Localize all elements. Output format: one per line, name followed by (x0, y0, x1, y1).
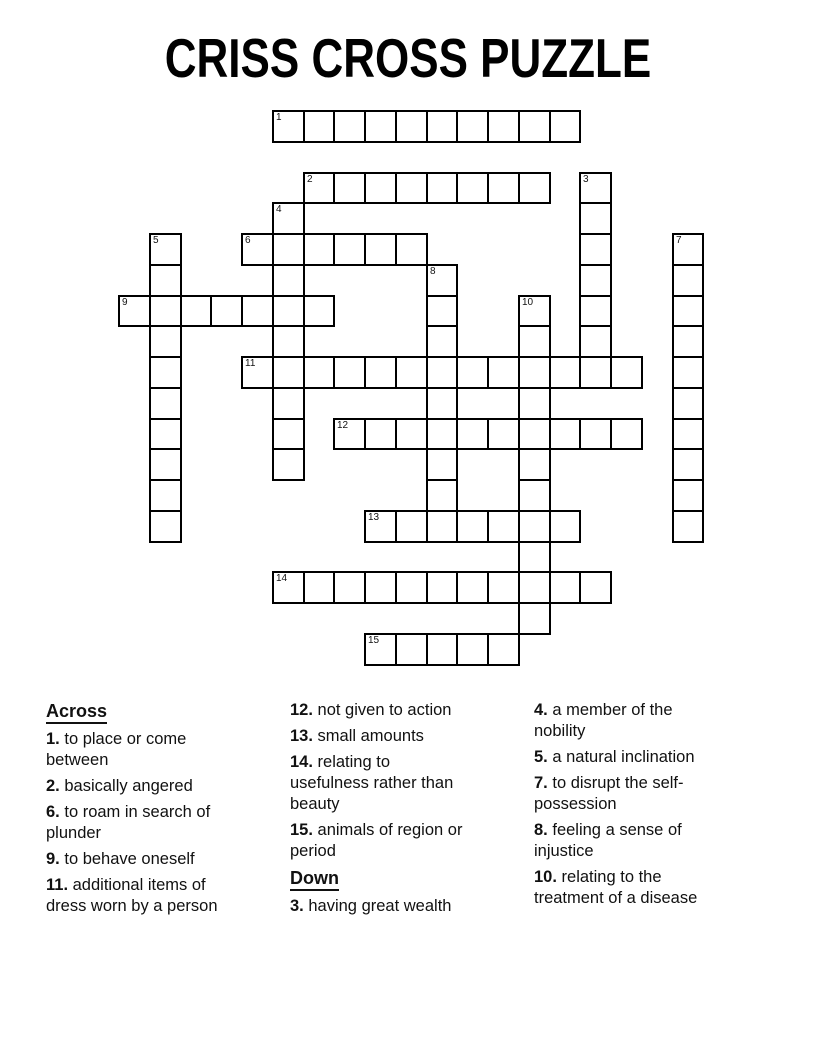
clue-text: small amounts (317, 727, 424, 745)
clues-column-2 (290, 700, 470, 922)
grid-cell[interactable] (456, 510, 489, 543)
grid-cell[interactable] (272, 387, 305, 420)
grid-cell[interactable] (149, 356, 182, 389)
grid-cell[interactable] (272, 356, 305, 389)
cell-number: 9 (122, 297, 128, 308)
grid-cell[interactable] (333, 571, 366, 604)
grid-cell[interactable] (610, 356, 643, 389)
grid-cell[interactable] (118, 295, 151, 327)
grid-cell[interactable] (426, 110, 458, 143)
cell-number: 2 (307, 174, 313, 185)
grid-cell[interactable] (518, 602, 551, 635)
grid-cell[interactable] (518, 510, 551, 543)
clue-across-14 (290, 752, 470, 815)
cell-number: 15 (368, 635, 380, 646)
clue-text: basically angered (64, 777, 193, 795)
clue-across-2 (46, 776, 224, 797)
grid-cell[interactable] (426, 633, 458, 666)
clue-number: 13. (290, 727, 313, 745)
grid-cell[interactable] (579, 418, 612, 450)
grid-cell[interactable] (241, 233, 274, 266)
clue-text: a natural inclination (552, 748, 695, 766)
grid-cell[interactable] (456, 172, 489, 204)
grid-cell[interactable] (518, 356, 551, 389)
grid-cell[interactable] (395, 633, 428, 666)
clue-number: 2. (46, 777, 60, 795)
grid-cell[interactable] (333, 233, 366, 266)
grid-cell[interactable] (518, 571, 551, 604)
grid-cell[interactable] (364, 571, 397, 604)
grid-cell[interactable] (241, 356, 274, 389)
clue-text: having great wealth (308, 897, 452, 915)
grid-cell[interactable] (579, 571, 612, 604)
grid-cell[interactable] (149, 264, 182, 297)
grid-cell[interactable] (487, 172, 520, 204)
clue-number: 10. (534, 868, 557, 886)
grid-cell[interactable] (333, 110, 366, 143)
grid-cell[interactable] (395, 356, 428, 389)
clue-text: animals of region or period (290, 821, 463, 860)
grid-cell[interactable] (672, 479, 704, 512)
grid-cell[interactable] (518, 479, 551, 512)
grid-cell[interactable] (579, 202, 612, 235)
clue-text: relating to the treatment of a disease (534, 868, 698, 907)
clue-number: 9. (46, 850, 60, 868)
clue-down-8 (534, 820, 718, 862)
clue-across-12 (290, 700, 470, 721)
grid-cell[interactable] (149, 325, 182, 358)
page-title: CRISS CROSS PUZZLE (164, 27, 652, 89)
grid-cell[interactable] (579, 172, 612, 204)
grid-cell[interactable] (272, 325, 305, 358)
grid-cell[interactable] (364, 510, 397, 543)
grid-cell[interactable] (672, 387, 704, 420)
clue-number: 12. (290, 701, 313, 719)
grid-cell[interactable] (672, 418, 704, 450)
clue-number: 11. (46, 876, 69, 894)
grid-cell[interactable] (672, 325, 704, 358)
grid-cell[interactable] (426, 479, 458, 512)
clue-down-10 (534, 867, 718, 909)
clue-down-3 (290, 896, 470, 917)
clue-number: 1. (46, 730, 60, 748)
down-heading: Down (290, 867, 470, 889)
grid-cell[interactable] (149, 479, 182, 512)
grid-cell[interactable] (426, 387, 458, 420)
cell-number: 1 (276, 112, 282, 123)
clue-number: 5. (534, 748, 548, 766)
grid-cell[interactable] (303, 110, 335, 143)
clue-across-11 (46, 875, 224, 917)
grid-cell[interactable] (395, 571, 428, 604)
cell-number: 7 (676, 235, 682, 246)
grid-cell[interactable] (579, 295, 612, 327)
grid-cell[interactable] (303, 571, 335, 604)
clue-text: to place or come between (46, 730, 187, 769)
grid-cell[interactable] (333, 172, 366, 204)
grid-cell[interactable] (579, 356, 612, 389)
clue-across-6 (46, 802, 224, 844)
grid-cell[interactable] (672, 448, 704, 481)
grid-cell[interactable] (303, 356, 335, 389)
grid-cell[interactable] (364, 233, 397, 266)
grid-cell[interactable] (610, 418, 643, 450)
grid-cell[interactable] (487, 110, 520, 143)
grid-cell[interactable] (579, 233, 612, 266)
cell-number: 11 (245, 358, 256, 369)
grid-cell[interactable] (426, 571, 458, 604)
grid-cell[interactable] (149, 510, 182, 543)
cell-number: 3 (583, 174, 589, 185)
clue-number: 3. (290, 897, 304, 915)
grid-cell[interactable] (518, 541, 551, 573)
grid-cell[interactable] (672, 510, 704, 543)
grid-cell[interactable] (333, 356, 366, 389)
grid-cell[interactable] (518, 295, 551, 327)
grid-cell[interactable] (579, 264, 612, 297)
grid-cell[interactable] (487, 633, 520, 666)
grid-cell[interactable] (549, 356, 581, 389)
grid-cell[interactable] (149, 387, 182, 420)
grid-cell[interactable] (487, 510, 520, 543)
clue-across-1 (46, 729, 224, 771)
grid-cell[interactable] (456, 633, 489, 666)
clue-text: a member of the nobility (534, 701, 673, 740)
grid-cell[interactable] (272, 448, 305, 481)
grid-cell[interactable] (364, 633, 397, 666)
grid-cell[interactable] (395, 418, 428, 450)
grid-cell[interactable] (426, 295, 458, 327)
grid-cell[interactable] (549, 571, 581, 604)
grid-cell[interactable] (518, 110, 551, 143)
cell-number: 12 (337, 420, 349, 431)
grid-cell[interactable] (364, 110, 397, 143)
clue-across-15 (290, 820, 470, 862)
grid-cell[interactable] (149, 233, 182, 266)
cell-number: 8 (430, 266, 436, 277)
grid-cell[interactable] (426, 172, 458, 204)
grid-cell[interactable] (303, 233, 335, 266)
clue-number: 8. (534, 821, 548, 839)
grid-cell[interactable] (456, 356, 489, 389)
grid-cell[interactable] (395, 172, 428, 204)
grid-cell[interactable] (303, 295, 335, 327)
clue-across-13 (290, 726, 470, 747)
grid-cell[interactable] (549, 110, 581, 143)
clue-number: 15. (290, 821, 313, 839)
grid-cell[interactable] (303, 172, 335, 204)
grid-cell[interactable] (518, 418, 551, 450)
cell-number: 14 (276, 573, 288, 584)
grid-cell[interactable] (272, 110, 305, 143)
grid-cell[interactable] (672, 356, 704, 389)
grid-cell[interactable] (456, 110, 489, 143)
clue-number: 14. (290, 753, 313, 771)
cell-number: 6 (245, 235, 251, 246)
grid-cell[interactable] (395, 233, 428, 266)
grid-cell[interactable] (426, 264, 458, 297)
grid-cell[interactable] (272, 571, 305, 604)
grid-cell[interactable] (241, 295, 274, 327)
grid-cell[interactable] (210, 295, 243, 327)
grid-cell[interactable] (549, 418, 581, 450)
clue-across-9 (46, 849, 224, 870)
grid-cell[interactable] (272, 202, 305, 235)
grid-cell[interactable] (364, 356, 397, 389)
grid-cell[interactable] (672, 264, 704, 297)
grid-cell[interactable] (426, 510, 458, 543)
grid-cell[interactable] (272, 295, 305, 327)
cell-number: 5 (153, 235, 159, 246)
grid-cell[interactable] (149, 295, 182, 327)
clue-number: 7. (534, 774, 548, 792)
grid-cell[interactable] (395, 510, 428, 543)
grid-cell[interactable] (672, 233, 704, 266)
clue-down-5 (534, 747, 718, 768)
grid-cell[interactable] (518, 387, 551, 420)
cell-number: 4 (276, 204, 282, 215)
grid-cell[interactable] (487, 418, 520, 450)
grid-cell[interactable] (456, 418, 489, 450)
clue-text: relating to usefulness rather than beauty (290, 753, 454, 813)
cell-number: 10 (522, 297, 534, 308)
clue-down-4 (534, 700, 718, 742)
grid-cell[interactable] (426, 418, 458, 450)
clue-text: to disrupt the self-possession (534, 774, 684, 813)
grid-cell[interactable] (395, 110, 428, 143)
grid-cell[interactable] (149, 418, 182, 450)
clue-text: to roam in search of plunder (46, 803, 211, 842)
grid-cell[interactable] (333, 418, 366, 450)
grid-cell[interactable] (364, 418, 397, 450)
grid-cell[interactable] (426, 448, 458, 481)
grid-cell[interactable] (518, 172, 551, 204)
clue-text: not given to action (317, 701, 452, 719)
grid-cell[interactable] (487, 571, 520, 604)
clue-number: 6. (46, 803, 60, 821)
grid-cell[interactable] (518, 448, 551, 481)
across-heading: Across (46, 700, 224, 722)
clue-number: 4. (534, 701, 548, 719)
grid-cell[interactable] (272, 418, 305, 450)
grid-cell[interactable] (456, 571, 489, 604)
clues-column-1 (46, 700, 224, 922)
grid-cell[interactable] (272, 233, 305, 266)
clue-down-7 (534, 773, 718, 815)
clue-text: feeling a sense of injustice (534, 821, 682, 860)
grid-cell[interactable] (549, 510, 581, 543)
clues-column-3 (534, 700, 718, 914)
grid-cell[interactable] (672, 295, 704, 327)
grid-cell[interactable] (426, 356, 458, 389)
grid-cell[interactable] (180, 295, 212, 327)
grid-cell[interactable] (364, 172, 397, 204)
grid-cell[interactable] (518, 325, 551, 358)
grid-cell[interactable] (487, 356, 520, 389)
grid-cell[interactable] (579, 325, 612, 358)
grid-cell[interactable] (149, 448, 182, 481)
clue-text: additional items of dress worn by a person (46, 876, 218, 915)
clue-text: to behave oneself (64, 850, 195, 868)
grid-cell[interactable] (272, 264, 305, 297)
grid-cell[interactable] (426, 325, 458, 358)
cell-number: 13 (368, 512, 380, 523)
